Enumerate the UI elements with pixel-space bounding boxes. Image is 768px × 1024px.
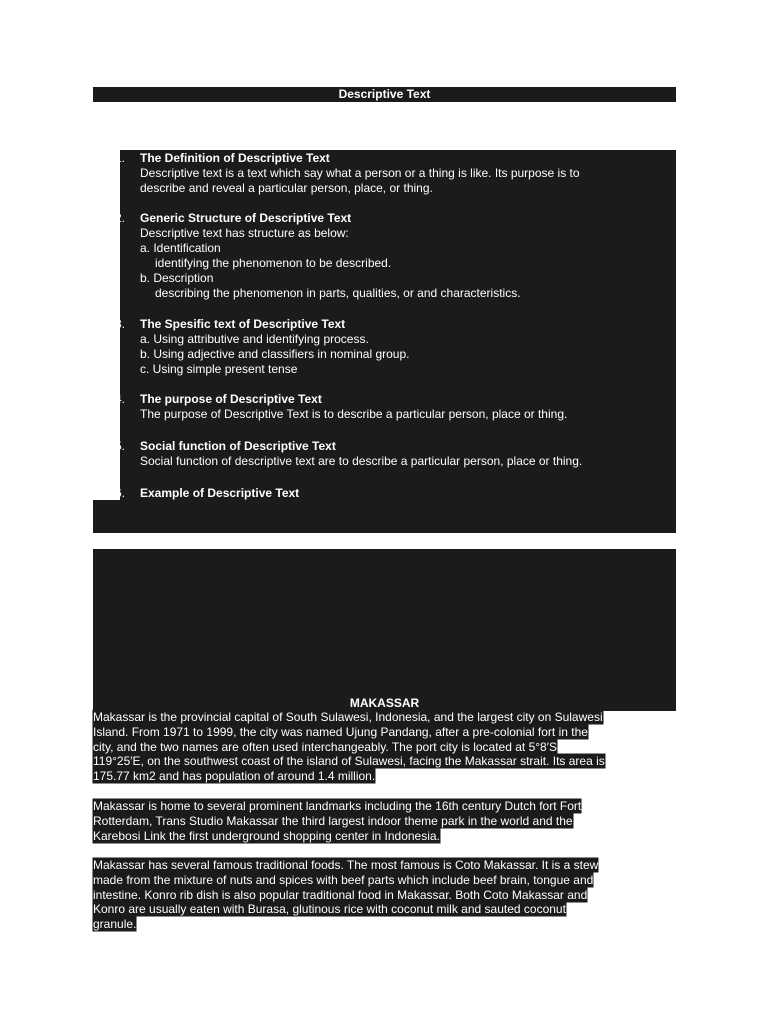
paragraph-line: Island. From 1971 to 1999, the city was named Ujung Pandang, after a pre-colonial fort in the bbox=[93, 724, 588, 739]
list-item bbox=[115, 392, 567, 422]
paragraph-line: Makassar has several famous traditional foods. The most famous is Coto Makassar. It is a stew bbox=[93, 858, 599, 872]
section-text-line: b. Description bbox=[140, 271, 214, 285]
list-item-number: 6. bbox=[115, 486, 126, 500]
section-text-line: Descriptive text has structure as below: bbox=[140, 226, 349, 240]
paragraph-line: Makassar is the provincial capital of South Sulawesi, Indonesia, and the largest city on Sulawesi bbox=[93, 710, 603, 724]
list-item bbox=[115, 151, 580, 196]
section-heading: The Spesific text of Descriptive Text bbox=[140, 317, 346, 331]
section-heading: Social function of Descriptive Text bbox=[140, 439, 336, 453]
highlight-block-example bbox=[93, 549, 676, 711]
section-text-line: a. Using attributive and identifying process. bbox=[140, 332, 369, 346]
paragraph-line: granule. bbox=[93, 917, 137, 932]
example-title: MAKASSAR bbox=[349, 696, 420, 710]
paragraph-line: city, and the two names are often used interchangeably. The port city is located at 5°8′S bbox=[93, 739, 557, 754]
section-text-line: b. Using adjective and classifiers in nominal group. bbox=[140, 347, 410, 361]
list-item-number: 1. bbox=[115, 151, 126, 165]
paragraph-line: Makassar is home to several prominent landmarks including the 16th century Dutch fort Fort bbox=[93, 799, 582, 813]
section-text-line: Descriptive text is a text which say what a person or a thing is like. Its purpose is to bbox=[140, 166, 580, 180]
paragraph-line: Karebosi Link the first underground shopping center in Indonesia. bbox=[93, 828, 440, 843]
section-text-line: describing the phenomenon in parts, qualities, or and characteristics. bbox=[155, 286, 521, 300]
list-item-number: 4. bbox=[115, 392, 126, 406]
paragraph-line: made from the mixture of nuts and spices with beef parts which include beef brain, tongue and bbox=[93, 872, 594, 887]
example-paragraph bbox=[93, 710, 683, 784]
section-heading: Generic Structure of Descriptive Text bbox=[140, 211, 352, 225]
section-text-line: describe and reveal a particular person, place, or thing. bbox=[140, 181, 433, 195]
list-item-number: 5. bbox=[115, 439, 126, 453]
example-paragraph bbox=[93, 858, 683, 932]
highlight-block-sections-extension bbox=[93, 500, 676, 533]
section-heading: The Definition of Descriptive Text bbox=[140, 151, 330, 165]
section-heading: The purpose of Descriptive Text bbox=[140, 392, 322, 406]
paragraph-line: intestine. Konro rib dish is also popular traditional food in Makassar. Both Coto Makassar and bbox=[93, 887, 588, 902]
list-item bbox=[115, 486, 299, 501]
paragraph-line: 175.77 km2 and has population of around 1.4 million. bbox=[93, 769, 376, 784]
section-text-line: Social function of descriptive text are to describe a particular person, place or thing. bbox=[140, 454, 583, 468]
section-text-line: The purpose of Descriptive Text is to describe a particular person, place or thing. bbox=[140, 407, 568, 421]
list-item-number: 2. bbox=[115, 211, 126, 225]
list-item bbox=[115, 211, 521, 301]
section-text-line: a. Identification bbox=[140, 241, 221, 255]
list-item bbox=[115, 317, 409, 377]
list-item-number: 3. bbox=[115, 317, 126, 331]
document-title: Descriptive Text bbox=[93, 87, 676, 102]
paragraph-line: Rotterdam, Trans Studio Makassar the third largest indoor theme park in the world and the bbox=[93, 813, 573, 828]
list-item bbox=[115, 439, 582, 469]
paragraph-line: 119°25′E, on the southwest coast of the island of Sulawesi, facing the Makassar strait. Its area is bbox=[93, 754, 605, 769]
paragraph-line: Konro are usually eaten with Burasa, glutinous rice with coconut milk and sauted coconut bbox=[93, 902, 566, 917]
section-text-line: identifying the phenomenon to be described. bbox=[155, 256, 392, 270]
section-text-line: c. Using simple present tense bbox=[140, 362, 298, 376]
section-heading: Example of Descriptive Text bbox=[140, 486, 300, 500]
example-paragraph bbox=[93, 799, 683, 843]
